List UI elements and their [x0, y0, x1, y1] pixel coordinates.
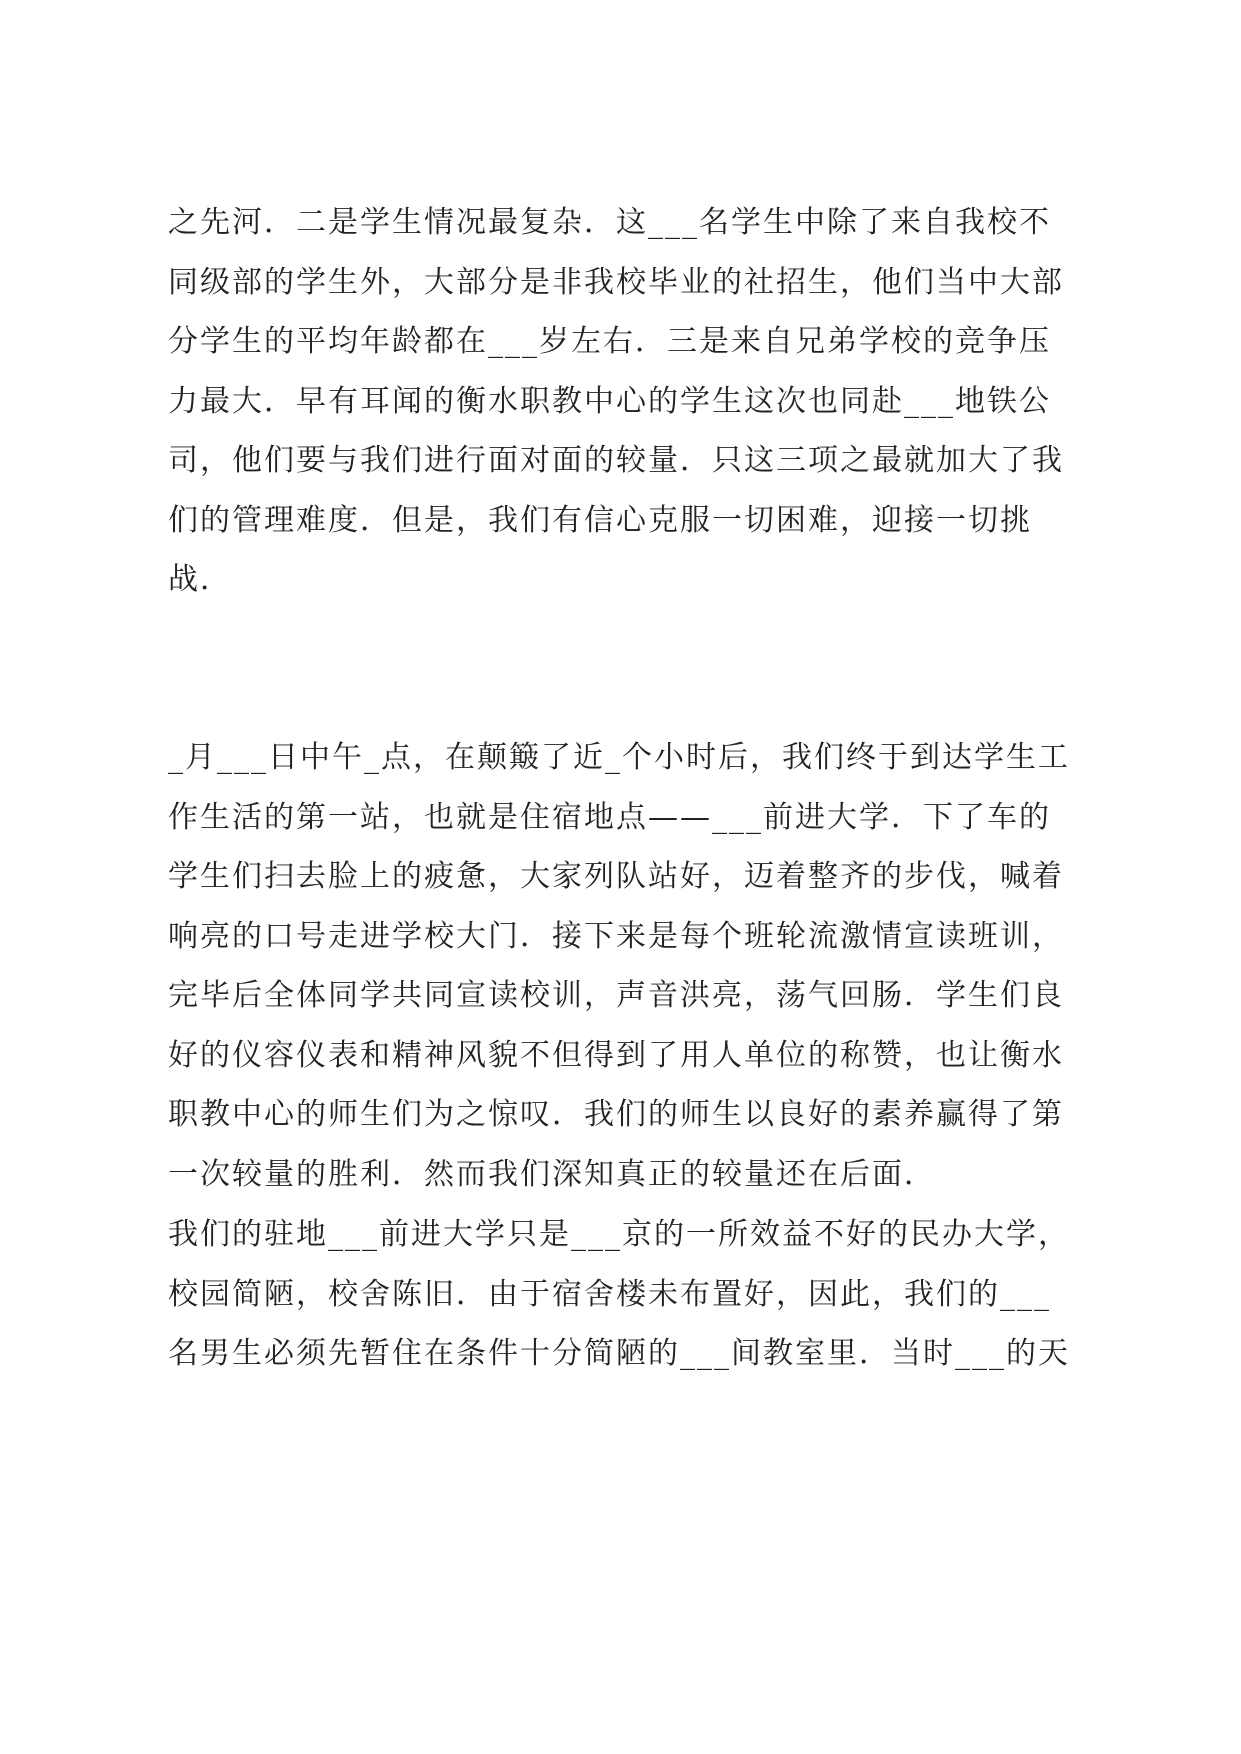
text-line: 名男生必须先暂住在条件十分简陋的___间教室里．当时___的天: [168, 1336, 1070, 1371]
text-line: 校园简陋，校舍陈旧．由于宿舍楼未布置好，因此，我们的___: [168, 1276, 1051, 1312]
text-line: 作生活的第一站，也就是住宿地点——___前进大学．下了车的: [168, 799, 1051, 835]
text-line: 完毕后全体同学共同宣读校训，声音洪亮，荡气回肠．学生们良: [168, 978, 1064, 1013]
text-line: 一次较量的胜利．然而我们深知真正的较量还在后面．: [168, 1156, 936, 1192]
text-line: 好的仪容仪表和精神风貌不但得到了用人单位的称赞，也让衡水: [168, 1037, 1064, 1073]
text-line: 司，他们要与我们进行面对面的较量．只这三项之最就加大了我: [168, 443, 1064, 478]
text-line: 响亮的口号走进学校大门．接下来是每个班轮流激情宣读班训，: [168, 918, 1064, 954]
text-line: 们的管理难度．但是，我们有信心克服一切困难，迎接一切挑: [168, 502, 1032, 538]
text-line: 力最大．早有耳闻的衡水职教中心的学生这次也同赴___地铁公: [168, 383, 1051, 419]
text-line: 同级部的学生外，大部分是非我校毕业的社招生，他们当中大部: [168, 264, 1064, 300]
text-line: 分学生的平均年龄都在___岁左右．三是来自兄弟学校的竞争压: [168, 324, 1051, 359]
text-line: 我们的驻地___前进大学只是___京的一所效益不好的民办大学，: [168, 1217, 1070, 1252]
text-line: 战．: [168, 562, 232, 597]
text-line: 职教中心的师生们为之惊叹．我们的师生以良好的素养赢得了第: [168, 1097, 1064, 1132]
text-line: 学生们扫去脸上的疲惫，大家列队站好，迈着整齐的步伐，喊着: [168, 859, 1064, 894]
text-line: _月___日中午_点，在颠簸了近_个小时后，我们终于到达学生工: [168, 740, 1070, 775]
text-line: 之先河．二是学生情况最复杂．这___名学生中除了来自我校不: [168, 205, 1051, 240]
